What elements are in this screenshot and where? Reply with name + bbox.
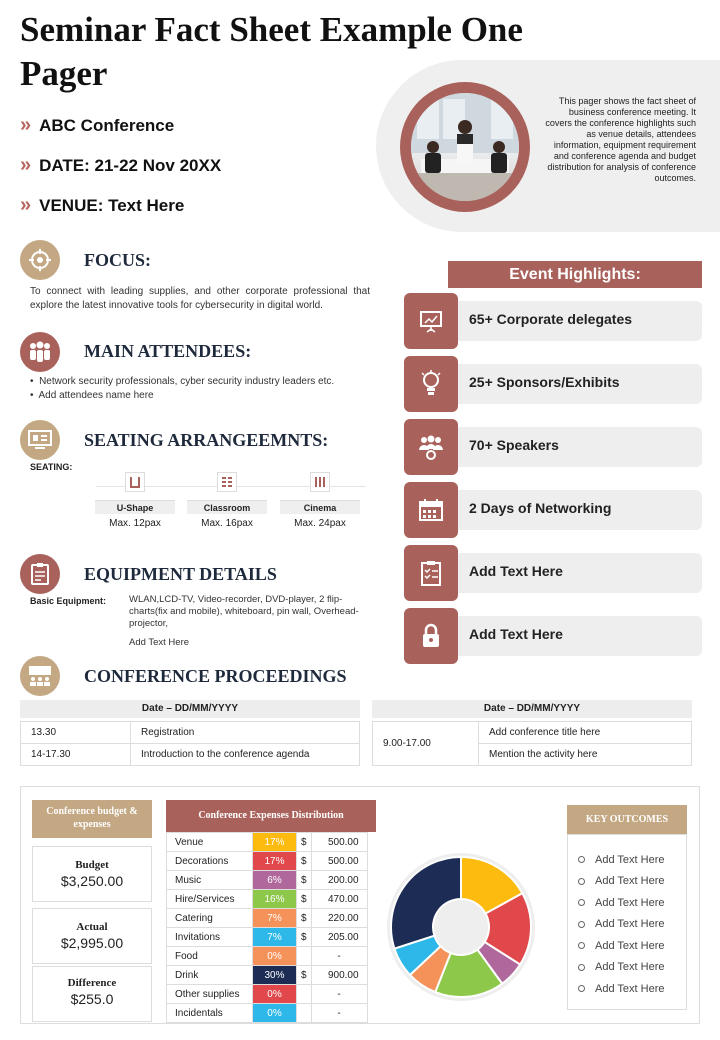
outcome-text: Add Text Here: [595, 896, 665, 909]
seating-option-name: U-Shape: [95, 500, 175, 514]
circle-bullet-icon: [578, 921, 585, 928]
proceedings-title: CONFERENCE PROCEEDINGS: [84, 666, 347, 686]
chevron-right-icon: »: [20, 114, 32, 136]
expense-percent: 17%: [253, 833, 297, 852]
conference-date: [20, 154, 221, 177]
focus-text: To connect with leading supplies, and other corporate professional that explore the latest innovative tools for cybersecurity in digital world.: [30, 286, 370, 311]
seating-option-cinema: [280, 472, 360, 529]
outcome-text: Add Text Here: [595, 853, 665, 866]
list-item: [568, 871, 686, 893]
expenses-title: Conference Expenses Distribution: [166, 800, 376, 832]
list-item: [568, 914, 686, 936]
budget-title: Conference budget & expenses: [32, 800, 152, 838]
highlight-item: [404, 356, 702, 412]
schedule-activity: Registration: [131, 722, 360, 744]
table-row: [167, 890, 368, 909]
table-row: [167, 947, 368, 966]
equipment-extra: Add Text Here: [129, 637, 190, 648]
highlight-label: 25+ Sponsors/Exhibits: [469, 374, 620, 390]
seating-option-classroom: [187, 472, 267, 529]
budget-label: Budget: [75, 859, 109, 871]
expense-category: Invitations: [167, 928, 253, 947]
intro-description: This pager shows the fact sheet of business conference meeting. It covers the conference highlights such as venue details, attendees information, equipment requirement and conference agenda and budget distribution for analysis of conference outcomes.: [545, 96, 696, 183]
expense-category: Music: [167, 871, 253, 890]
table-row: [167, 833, 368, 852]
seating-option-name: Classroom: [187, 500, 267, 514]
outcome-text: Add Text Here: [595, 939, 665, 952]
highlight-label: 65+ Corporate delegates: [469, 311, 633, 327]
expense-category: Decorations: [167, 852, 253, 871]
highlight-item: [404, 293, 702, 349]
chevron-right-icon: »: [20, 154, 32, 176]
table-row: [21, 744, 360, 766]
schedule-time: 14-17.30: [21, 744, 131, 766]
schedule-time: 9.00-17.00: [373, 722, 479, 766]
table-row: [167, 871, 368, 890]
day2-date: Date – DD/MM/YYYY: [372, 700, 692, 718]
circle-bullet-icon: [578, 985, 585, 992]
schedule-activity: Add conference title here: [479, 722, 692, 744]
proceedings-icon: [20, 656, 60, 696]
attendee-item: • Network security professionals, cyber security industry leaders etc.: [30, 376, 335, 387]
expense-percent: 16%: [253, 890, 297, 909]
attendees-title: MAIN ATTENDEES:: [84, 341, 252, 361]
highlight-label: 2 Days of Networking: [469, 500, 612, 516]
expense-amount: 205.00: [311, 928, 367, 947]
highlight-item: [404, 545, 702, 601]
table-row: [167, 852, 368, 871]
checklist-icon: [404, 545, 458, 601]
expense-percent: 30%: [253, 966, 297, 985]
highlight-item: [404, 482, 702, 538]
expense-category: Drink: [167, 966, 253, 985]
actual-value: $2,995.00: [60, 935, 124, 951]
conference-venue: [20, 194, 184, 217]
conference-venue-text: VENUE: Text Here: [39, 195, 185, 215]
day1-date: Date – DD/MM/YYYY: [20, 700, 360, 718]
expense-currency: $: [297, 890, 312, 909]
expense-currency: $: [297, 966, 312, 985]
actual-label: Actual: [76, 921, 108, 933]
equipment-label: Basic Equipment:: [30, 596, 107, 606]
expense-percent: 7%: [253, 909, 297, 928]
chevron-right-icon: »: [20, 194, 32, 216]
u-shape-icon: [125, 472, 145, 492]
seating-label: SEATING:: [30, 462, 73, 472]
conference-date-text: DATE: 21-22 Nov 20XX: [39, 155, 222, 175]
event-highlights-title: Event Highlights:: [448, 261, 702, 288]
day2-schedule-table: [372, 721, 692, 766]
highlight-label: Add Text Here: [469, 626, 563, 642]
highlight-item: [404, 419, 702, 475]
list-item: [568, 957, 686, 979]
attendees-icon: [20, 332, 60, 372]
expense-category: Other supplies: [167, 985, 253, 1004]
attendee-item-text: Add attendees name here: [38, 390, 154, 401]
expense-amount: -: [311, 947, 367, 966]
expense-amount: 500.00: [311, 852, 367, 871]
highlight-label: Add Text Here: [469, 563, 563, 579]
expense-percent: 0%: [253, 985, 297, 1004]
seating-option-u-shape: [95, 472, 175, 529]
focus-title: FOCUS:: [84, 250, 151, 270]
page-title: Seminar Fact Sheet Example One Pager: [20, 10, 523, 93]
circle-bullet-icon: [578, 899, 585, 906]
attendee-item-text: Network security professionals, cyber security industry leaders etc.: [39, 376, 335, 387]
attendee-item: • Add attendees name here: [30, 390, 154, 401]
list-item: [568, 892, 686, 914]
equipment-icon: [20, 554, 60, 594]
highlight-label: 70+ Speakers: [469, 437, 559, 453]
expense-amount: 470.00: [311, 890, 367, 909]
focus-icon: [20, 240, 60, 280]
lock-icon: [404, 608, 458, 664]
meeting-photo-illustration: [411, 93, 519, 201]
table-row: [167, 928, 368, 947]
equipment-title: EQUIPMENT DETAILS: [84, 564, 277, 584]
expense-category: Venue: [167, 833, 253, 852]
schedule-activity: Mention the activity here: [479, 744, 692, 766]
seating-icon: [20, 420, 60, 460]
cinema-icon: [310, 472, 330, 492]
expenses-donut-chart: [386, 852, 536, 1002]
expense-category: Incidentals: [167, 1004, 253, 1023]
outcome-text: Add Text Here: [595, 982, 665, 995]
expense-amount: 900.00: [311, 966, 367, 985]
meeting-photo: [411, 93, 519, 201]
expense-percent: 0%: [253, 947, 297, 966]
list-item: [568, 849, 686, 871]
schedule-activity: Introduction to the conference agenda: [131, 744, 360, 766]
circle-bullet-icon: [578, 856, 585, 863]
expense-category: Food: [167, 947, 253, 966]
expense-currency: [297, 1004, 312, 1023]
expense-category: Catering: [167, 909, 253, 928]
list-item: [568, 935, 686, 957]
table-row: [373, 722, 692, 744]
schedule-time: 13.30: [21, 722, 131, 744]
expense-amount: -: [311, 985, 367, 1004]
key-outcomes-title: KEY OUTCOMES: [567, 805, 687, 834]
expense-currency: $: [297, 909, 312, 928]
budget-box: [32, 846, 152, 902]
seating-title: SEATING ARRANGEEMNTS:: [84, 430, 329, 450]
conference-name: [20, 114, 174, 137]
seating-option-capacity: Max. 24pax: [294, 518, 346, 529]
expense-amount: 200.00: [311, 871, 367, 890]
expense-amount: 220.00: [311, 909, 367, 928]
circle-bullet-icon: [578, 942, 585, 949]
expense-currency: $: [297, 833, 312, 852]
difference-box: [32, 966, 152, 1022]
key-outcomes-list: [567, 834, 687, 1010]
outcome-text: Add Text Here: [595, 961, 665, 974]
list-item: [568, 978, 686, 1000]
seating-option-capacity: Max. 12pax: [109, 518, 161, 529]
circle-bullet-icon: [578, 878, 585, 885]
conference-name-text: ABC Conference: [39, 115, 175, 135]
calendar-icon: [404, 482, 458, 538]
classroom-icon: [217, 472, 237, 492]
actual-box: [32, 908, 152, 964]
expense-percent: 6%: [253, 871, 297, 890]
table-row: [167, 909, 368, 928]
table-row: [21, 722, 360, 744]
expense-percent: 0%: [253, 1004, 297, 1023]
circle-bullet-icon: [578, 964, 585, 971]
seating-option-name: Cinema: [280, 500, 360, 514]
table-row: [167, 966, 368, 985]
expenses-table: [166, 832, 368, 1023]
expense-amount: 500.00: [311, 833, 367, 852]
day1-schedule-table: [20, 721, 360, 766]
expense-currency: [297, 985, 312, 1004]
seating-option-capacity: Max. 16pax: [201, 518, 253, 529]
table-row: [167, 1004, 368, 1023]
expense-currency: $: [297, 928, 312, 947]
expense-currency: $: [297, 852, 312, 871]
outcome-text: Add Text Here: [595, 918, 665, 931]
expense-currency: $: [297, 871, 312, 890]
expense-percent: 7%: [253, 928, 297, 947]
highlight-item: [404, 608, 702, 664]
table-row: [167, 985, 368, 1004]
expense-percent: 17%: [253, 852, 297, 871]
expense-currency: [297, 947, 312, 966]
lightbulb-icon: [404, 356, 458, 412]
difference-value: $255.0: [70, 991, 114, 1007]
presentation-board-icon: [404, 293, 458, 349]
expense-category: Hire/Services: [167, 890, 253, 909]
equipment-text: WLAN,LCD-TV, Video-recorder, DVD-player, 2 flip-charts(fix and mobile), whiteboard, pin wall, Overhead-projector,: [129, 594, 359, 629]
outcome-text: Add Text Here: [595, 875, 665, 888]
team-gear-icon: [404, 419, 458, 475]
difference-label: Difference: [67, 977, 117, 989]
budget-value: $3,250.00: [60, 873, 124, 889]
expense-amount: -: [311, 1004, 367, 1023]
